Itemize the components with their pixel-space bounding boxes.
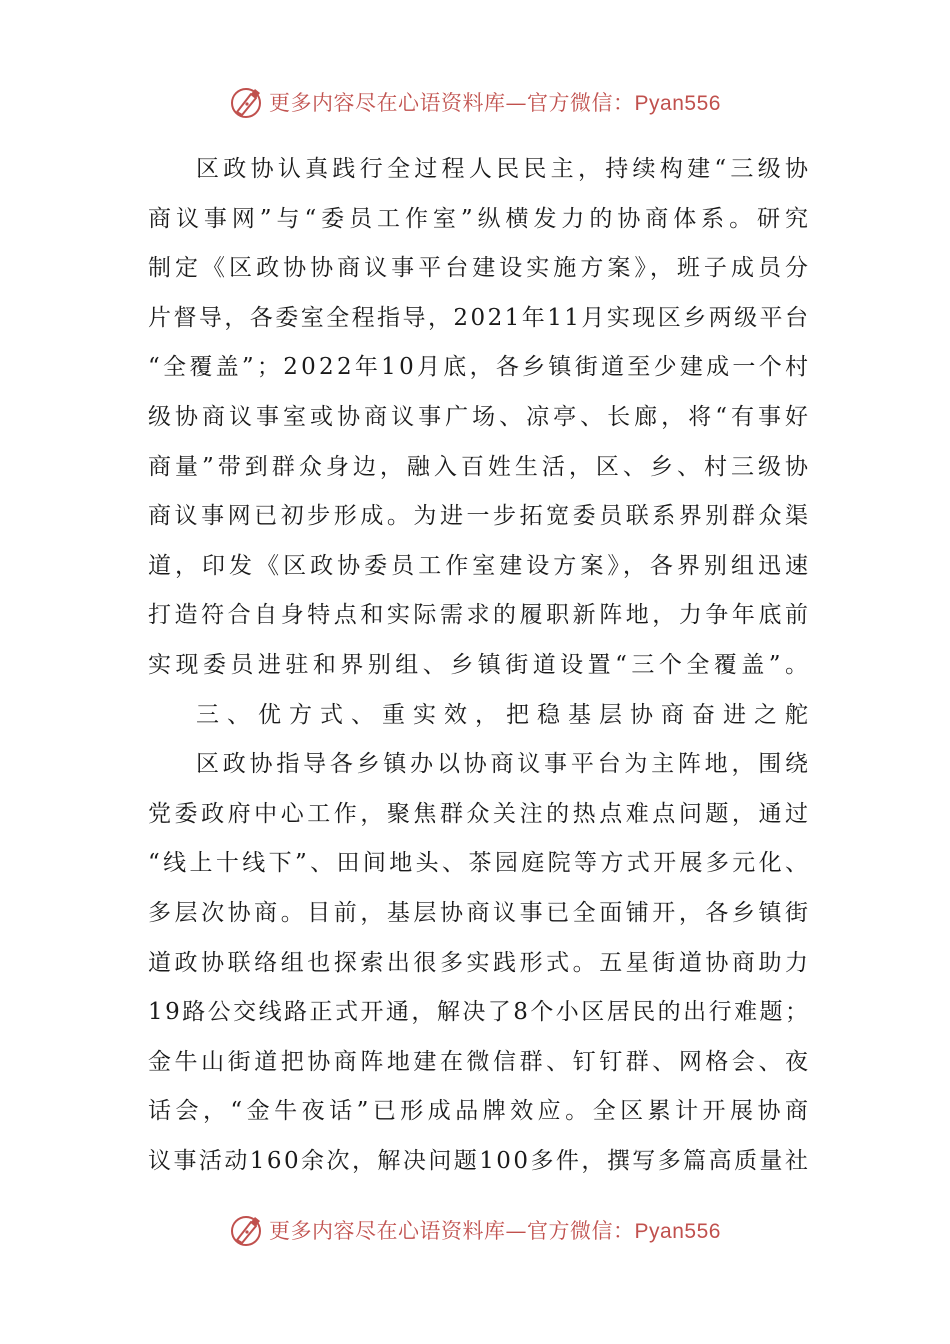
paragraph-line: 商议事网”与“委员工作室”纵横发力的协商体系。研究 [148,205,813,232]
paragraph-line: 打造符合自身特点和实际需求的履职新阵地，力争年底前 [148,602,812,629]
paragraph-line: 党委政府中心工作，聚焦群众关注的热点难点问题，通过 [148,800,812,827]
header-banner [0,82,950,122]
paragraph-line: “全覆盖”；2022年10月底，各乡镇街道至少建成一个村 [148,354,812,381]
section-heading: 三、优方式、重实效，把稳基层协商奋进之舵 [196,701,816,728]
paragraph-line: 级协商议事室或协商议事广场、凉亭、长廊，将“有事好 [148,403,813,430]
footer-banner [0,1210,950,1250]
paragraph-line: 话会，“金牛夜话”已形成品牌效应。全区累计开展协商 [148,1098,813,1125]
document-body [148,145,816,1186]
paragraph-line: 制定《区政协协商议事平台建设实施方案》，班子成员分 [148,255,813,282]
paragraph-line: 商议事网已初步形成。为进一步拓宽委员联系界别群众渠 [148,503,812,530]
paragraph-line: 区政协认真践行全过程人民民主，持续构建“三级协 [196,156,813,182]
paragraph-line: 19路公交线路正式开通，解决了8个小区居民的出行难题； [148,999,811,1026]
banner-text: 更多内容尽在心语资料库—官方微信：Pyan556 [269,1219,721,1243]
paragraph-line: 道政协联络组也探索出很多实践形式。五星街道协商助力 [148,949,812,976]
pen-nib-logo-icon [229,84,265,120]
paragraph-line: 道，印发《区政协委员工作室建设方案》，各界别组迅速 [148,552,813,579]
paragraph-line: 实现委员进驻和界别组、乡镇街道设置“三个全覆盖”。 [148,651,813,678]
paragraph-line: 议事活动160余次，解决问题100多件，撰写多篇高质量社 [148,1147,811,1174]
paragraph-line: “线上十线下”、田间地头、茶园庭院等方式开展多元化、 [148,850,812,877]
paragraph-line: 金牛山街道把协商阵地建在微信群、钉钉群、网格会、夜 [148,1048,812,1075]
pen-nib-logo-icon [229,1212,265,1248]
banner-text: 更多内容尽在心语资料库—官方微信：Pyan556 [269,91,721,115]
paragraph-line: 多层次协商。目前，基层协商议事已全面铺开，各乡镇街 [148,899,812,926]
paragraph-line: 区政协指导各乡镇办以协商议事平台为主阵地，围绕 [196,751,812,778]
paragraph-line: 商量”带到群众身边，融入百姓生活，区、乡、村三级协 [148,453,813,480]
paragraph-line: 片督导，各委室全程指导，2021年11月实现区乡两级平台 [148,304,811,331]
